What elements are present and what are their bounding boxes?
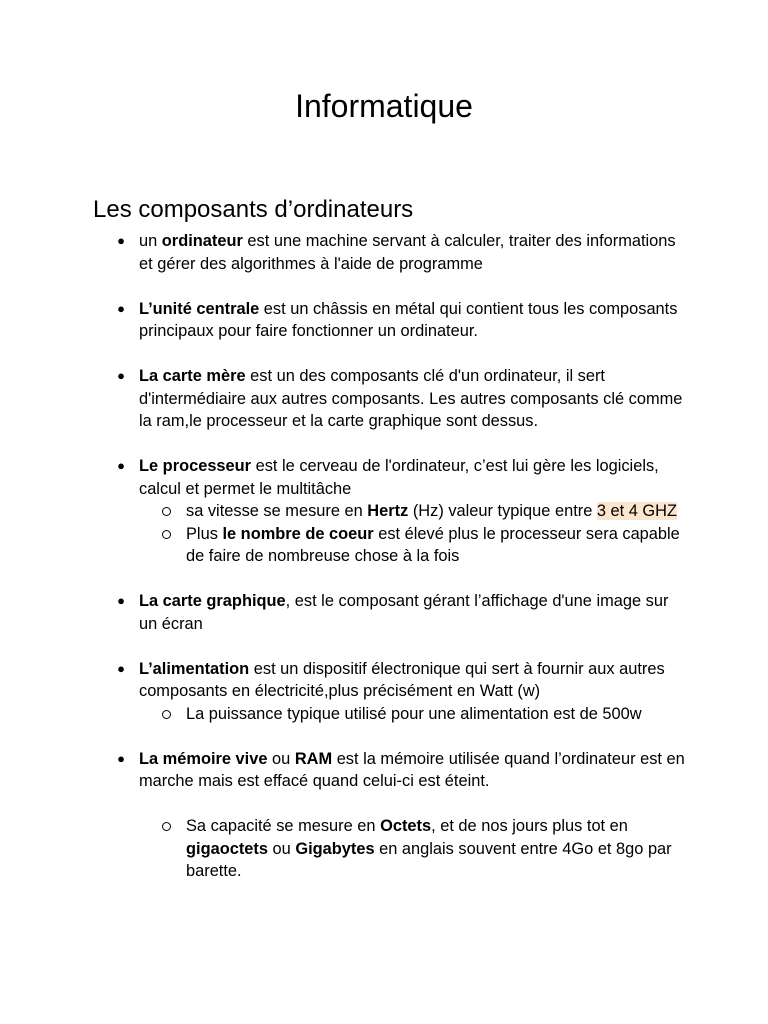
item-text: est un des composants clé d'un ordinateur, il sert d'intermédiaire aux autres composants. Les autres composants clé comme la ram,le processeur et la carte graphique sont dessus. [139, 367, 683, 430]
bullet-icon: ● [117, 660, 125, 676]
item-term: L’unité centrale [139, 299, 260, 318]
document-title: Informatique [295, 88, 473, 124]
bullet-icon: ● [117, 233, 125, 248]
bullet-list [117, 230, 687, 883]
item-text: ou [267, 749, 295, 768]
item-term: La mémoire vive [139, 749, 268, 768]
sub-item-term: Hertz [367, 502, 409, 520]
list-item-processeur [117, 455, 687, 568]
list-item-carte-mere [117, 365, 687, 433]
item-text: est un dispositif électronique qui sert à fournir aux autres composants en électricité,plus précisément en Watt (w) [139, 659, 665, 700]
hollow-bullet-icon [162, 507, 171, 516]
item-term: La carte graphique [139, 592, 286, 610]
sub-item-capacite [186, 815, 687, 883]
list-item-ordinateur [117, 230, 687, 275]
item-term-ram: RAM [294, 749, 333, 768]
item-text: est le cerveau de l'ordinateur, c’est lui gère les logiciels, calcul et permet le multitâche [139, 457, 659, 498]
sub-item-text: ou [267, 839, 296, 858]
sub-item-text: (Hz) valeur typique entre [408, 502, 597, 520]
hollow-bullet-icon [162, 530, 171, 539]
bullet-icon: ● [117, 300, 125, 316]
hollow-bullet-icon [162, 822, 171, 831]
sub-item-text: en anglais souvent entre 4Go et 8go par barette. [186, 839, 672, 880]
item-text: est la mémoire utilisée quand l’ordinateur est en marche mais est effacé quand celui-ci est éteint. [139, 749, 685, 790]
item-term: Le processeur [139, 457, 252, 475]
item-term: L’alimentation [139, 659, 250, 678]
bullet-icon: ● [117, 750, 125, 766]
bullet-icon: ● [117, 368, 125, 383]
item-prefix: un [139, 232, 162, 250]
bullet-icon: ● [117, 458, 125, 473]
list-item-memoire-vive [117, 748, 687, 883]
item-text: est une machine servant à calculer, traiter des informations et gérer des algorithmes à l'aide de programme [139, 232, 676, 273]
sub-item-term: Gigabytes [295, 839, 375, 858]
sub-item-term: le nombre de coeur [222, 524, 374, 543]
sub-item-frequence [186, 500, 687, 523]
item-text: est un châssis en métal qui contient tous les composants principaux pour faire fonctionner un ordinateur. [139, 299, 678, 340]
item-term: ordinateur [161, 232, 243, 250]
sub-item-prefix: Plus [186, 524, 223, 543]
item-term: La carte mère [139, 367, 246, 385]
sub-item-prefix: sa vitesse se mesure en [186, 502, 368, 520]
hollow-bullet-icon [162, 710, 171, 719]
item-text: , est le composant gérant l’affichage d'une image sur un écran [139, 592, 669, 633]
sub-item-term: Octets [380, 817, 432, 835]
sub-item-text: , et de nos jours plus tot en [431, 817, 628, 835]
sub-item-prefix: Sa capacité se mesure en [186, 817, 381, 835]
sub-item-coeurs [186, 523, 687, 568]
section-heading: Les composants d’ordinateurs [93, 196, 414, 223]
sub-item-text: est élevé plus le processeur sera capable de faire de nombreuse chose à la fois [186, 524, 680, 565]
highlighted-text: 3 et 4 GHZ [596, 502, 678, 520]
sub-item-puissance [186, 703, 687, 726]
list-item-unite-centrale [117, 298, 687, 343]
sub-item-text: La puissance typique utilisé pour une alimentation est de 500w [186, 704, 642, 723]
bullet-icon: ● [117, 593, 125, 608]
list-item-carte-graphique [117, 590, 687, 635]
list-item-alimentation [117, 658, 687, 726]
sub-item-term: gigaoctets [186, 839, 268, 858]
